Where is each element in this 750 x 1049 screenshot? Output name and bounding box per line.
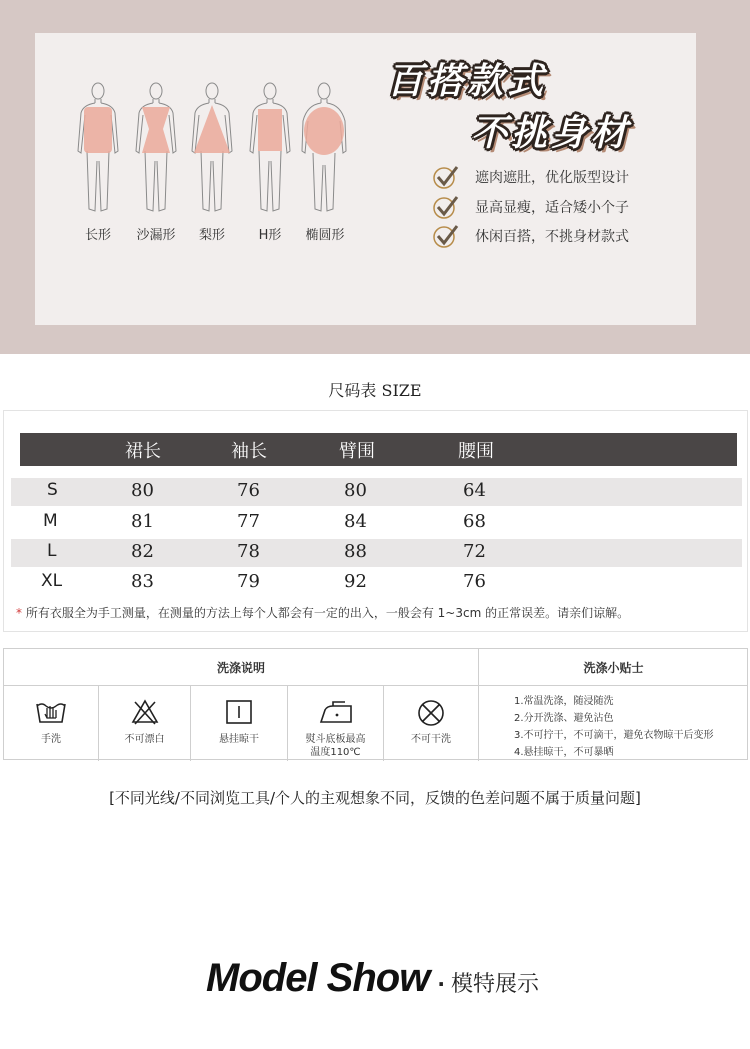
headline-any-figure: 不挑身材 — [471, 113, 632, 154]
value-cell: 82 — [131, 541, 154, 562]
value-cell: 64 — [463, 480, 486, 501]
h-body-figure — [245, 81, 295, 217]
care-symbol-label: 悬挂晾干 — [219, 734, 259, 745]
size-chart-title: 尺码表 SIZE — [328, 381, 422, 400]
benefit-item — [433, 224, 629, 248]
size-cell: S — [47, 480, 58, 500]
value-cell: 80 — [344, 480, 367, 501]
care-symbol-cell — [4, 686, 99, 761]
oval-body-figure — [299, 81, 349, 217]
note-text: 所有衣服全为手工测量，在测量的方法上每个人都会有一定的出入，一般会有 1~3cm 的正常误差。请亲们谅解。 — [25, 606, 630, 620]
wash-tip: 1.常温洗涤，随浸随洗 — [514, 696, 614, 707]
value-cell: 83 — [131, 571, 154, 592]
size-cell: M — [43, 511, 58, 531]
benefit-text: 遮肉遮肚，优化版型设计 — [475, 170, 629, 186]
body-type-label: 沙漏形 — [136, 228, 176, 243]
value-cell: 78 — [237, 541, 260, 562]
wash-tip: 3.不可拧干，不可滴干，避免衣物晾干后变形 — [514, 730, 714, 741]
size-chart — [3, 410, 748, 632]
pear-body-figure — [187, 81, 237, 217]
banner-card — [35, 33, 696, 325]
wash-tips-header: 洗涤小贴士 — [479, 649, 748, 686]
measurement-note — [16, 604, 629, 621]
column-header: 袖长 — [231, 441, 267, 462]
checkmark-icon — [433, 224, 459, 248]
wash-tip: 4.悬挂晾干，不可暴晒 — [514, 747, 614, 758]
note-star: * — [16, 606, 22, 620]
value-cell: 80 — [131, 480, 154, 501]
column-header: 裙长 — [125, 441, 161, 462]
benefit-text: 休闲百搭，不挑身材款式 — [475, 229, 629, 245]
care-symbol-label: 手洗 — [41, 734, 61, 745]
hand-wash-icon — [34, 698, 68, 726]
column-header: 臂围 — [339, 441, 375, 462]
care-symbol-cell — [191, 686, 288, 761]
model-show-heading — [206, 956, 539, 1001]
value-cell: 84 — [344, 511, 367, 532]
value-cell: 76 — [463, 571, 486, 592]
care-symbol-label: 熨斗底板最高 温度110℃ — [305, 734, 366, 758]
hourglass-body-figure — [131, 81, 181, 217]
value-cell: 92 — [344, 571, 367, 592]
benefit-item — [433, 195, 629, 219]
hang-dry-icon — [224, 698, 254, 726]
no-dry-clean-icon — [416, 698, 446, 728]
top-banner — [0, 0, 750, 354]
benefit-item — [433, 165, 629, 189]
care-symbol-label: 不可干洗 — [411, 734, 451, 745]
iron-icon — [317, 698, 355, 726]
model-show-subtitle: 模特展示 — [450, 972, 539, 997]
table-row — [11, 509, 742, 537]
rectangle-body-figure — [73, 81, 123, 217]
column-header: 腰围 — [458, 441, 494, 462]
care-symbol-cell — [99, 686, 191, 761]
table-row — [11, 569, 742, 597]
table-row — [11, 478, 742, 506]
value-cell: 88 — [344, 541, 367, 562]
no-bleach-icon — [130, 698, 160, 726]
separator-dot: · — [437, 972, 445, 996]
value-cell: 76 — [237, 480, 260, 501]
body-type-label: 长形 — [84, 228, 111, 243]
body-type-label: 椭圆形 — [305, 228, 345, 243]
care-symbol-cell — [288, 686, 384, 761]
value-cell: 81 — [131, 511, 154, 532]
headline-versatile: 百搭款式 — [387, 61, 548, 102]
table-row — [11, 539, 742, 567]
value-cell: 79 — [237, 571, 260, 592]
value-cell: 72 — [463, 541, 486, 562]
checkmark-icon — [433, 195, 459, 219]
model-show-title: Model Show — [206, 956, 430, 1000]
body-type-label: H形 — [258, 228, 282, 243]
value-cell: 68 — [463, 511, 486, 532]
wash-tip: 2.分开洗涤、避免沾色 — [514, 713, 614, 724]
size-chart-header — [20, 433, 737, 466]
size-cell: L — [47, 541, 57, 561]
color-disclaimer: [不同光线/不同浏览工具/个人的主观想象不同，反馈的色差问题不属于质量问题] — [109, 789, 641, 807]
care-symbol-label: 不可漂白 — [124, 734, 165, 745]
size-cell: XL — [41, 571, 63, 591]
body-type-label: 梨形 — [198, 228, 225, 243]
care-instructions-table — [3, 648, 748, 760]
value-cell: 77 — [237, 511, 260, 532]
benefit-text: 显高显瘦，适合矮小个子 — [475, 200, 629, 216]
care-symbol-cell — [384, 686, 479, 761]
checkmark-icon — [433, 165, 459, 189]
wash-instructions-header: 洗涤说明 — [4, 649, 479, 686]
